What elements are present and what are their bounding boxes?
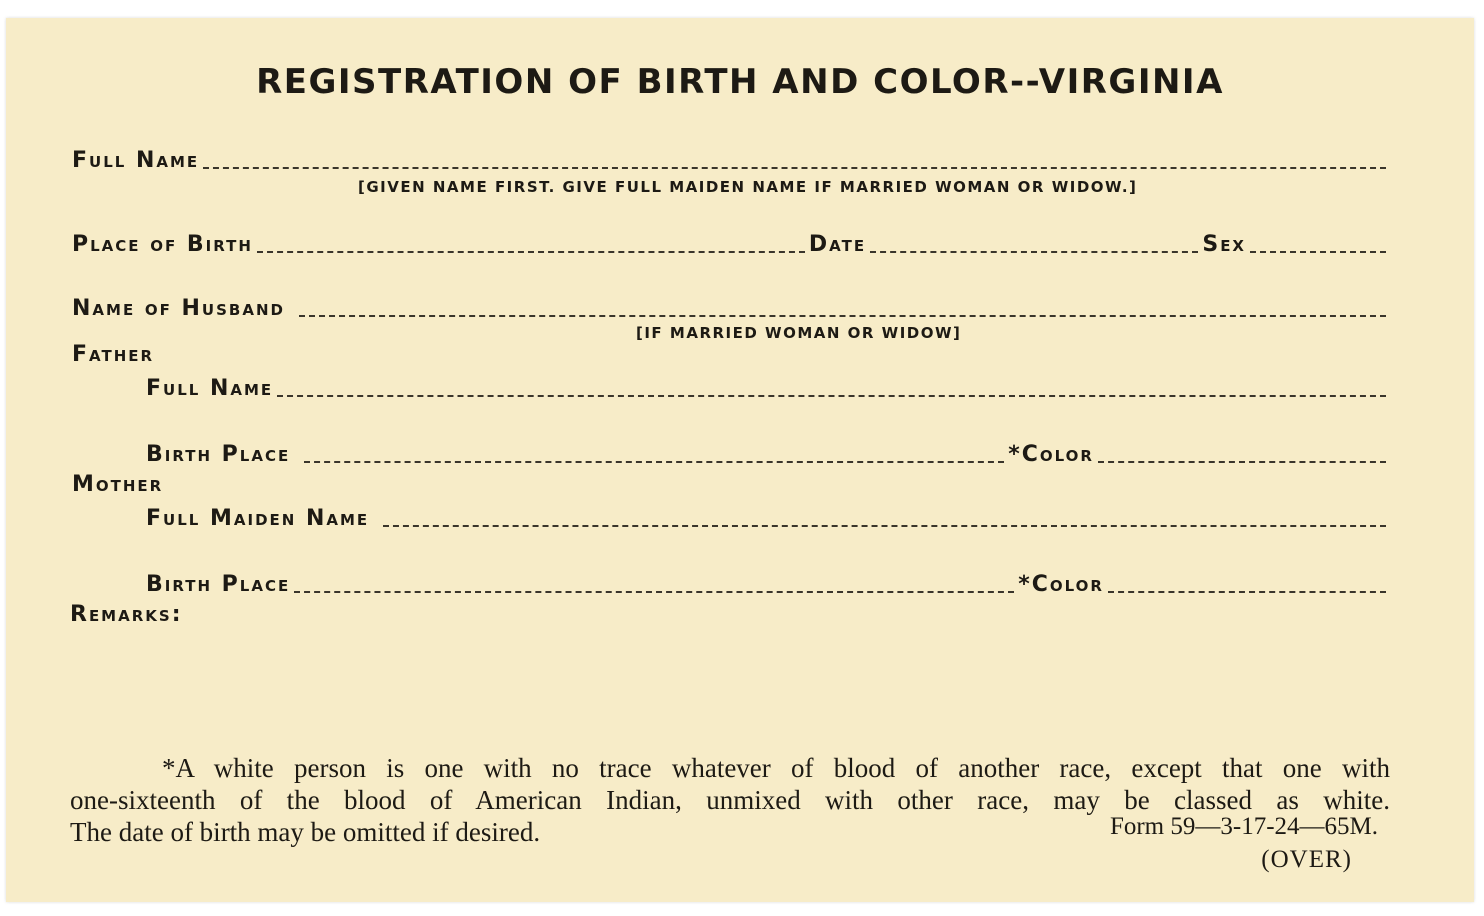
father-heading: Father — [72, 342, 155, 367]
remarks-label: Remarks: — [70, 602, 183, 627]
father-birth-place-label: Birth Place — [146, 442, 291, 467]
date-line[interactable] — [870, 249, 1198, 253]
footnote-line-3: The date of birth may be omitted if desired. — [70, 817, 541, 847]
mother-color-label: *Color — [1018, 572, 1104, 597]
registration-card — [6, 18, 1474, 902]
footnote-line-1: *A white person is one with no trace whatever of blood of another race, except that one with — [162, 753, 1390, 783]
mother-name-row — [146, 504, 1390, 532]
mother-color-line[interactable] — [1108, 589, 1386, 593]
father-full-name-row — [146, 374, 1390, 402]
full-name-line[interactable] — [203, 165, 1386, 169]
father-full-name-label: Full Name — [146, 376, 274, 401]
full-name-label: Full Name — [72, 148, 200, 173]
sex-line[interactable] — [1250, 249, 1386, 253]
over-note: (OVER) — [1261, 846, 1352, 873]
form-title: REGISTRATION OF BIRTH AND COLOR--VIRGINIA — [256, 62, 1224, 102]
husband-row — [72, 294, 1390, 322]
father-color-line[interactable] — [1098, 459, 1386, 463]
place-date-sex-row — [72, 230, 1390, 258]
father-color-label: *Color — [1008, 442, 1094, 467]
name-of-husband-label: Name of Husband — [72, 296, 285, 321]
father-birth-row — [146, 440, 1390, 468]
mother-full-maiden-name-label: Full Maiden Name — [146, 506, 370, 531]
mother-birth-row — [146, 570, 1390, 598]
full-name-note: [GIVEN NAME FIRST. GIVE FULL MAIDEN NAME IF MARRIED WOMAN OR WIDOW.] — [358, 178, 1138, 196]
husband-note: [IF MARRIED WOMAN OR WIDOW] — [636, 324, 962, 342]
mother-heading: Mother — [72, 472, 164, 497]
place-of-birth-line[interactable] — [257, 249, 805, 253]
mother-full-maiden-name-line[interactable] — [383, 523, 1386, 527]
mother-birth-place-label: Birth Place — [146, 572, 291, 597]
sex-label: Sex — [1202, 232, 1246, 257]
date-label: Date — [808, 232, 867, 257]
full-name-row — [72, 146, 1390, 174]
place-of-birth-label: Place of Birth — [72, 232, 253, 257]
footnote-line-2: one-sixteenth of the blood of American Indian, unmixed with other race, may be classed as white. — [70, 785, 1390, 815]
name-of-husband-line[interactable] — [299, 313, 1386, 317]
mother-birth-place-line[interactable] — [294, 589, 1014, 593]
form-number: Form 59—3-17-24—65M. — [1109, 813, 1378, 840]
father-full-name-line[interactable] — [277, 393, 1386, 397]
father-birth-place-line[interactable] — [304, 459, 1004, 463]
